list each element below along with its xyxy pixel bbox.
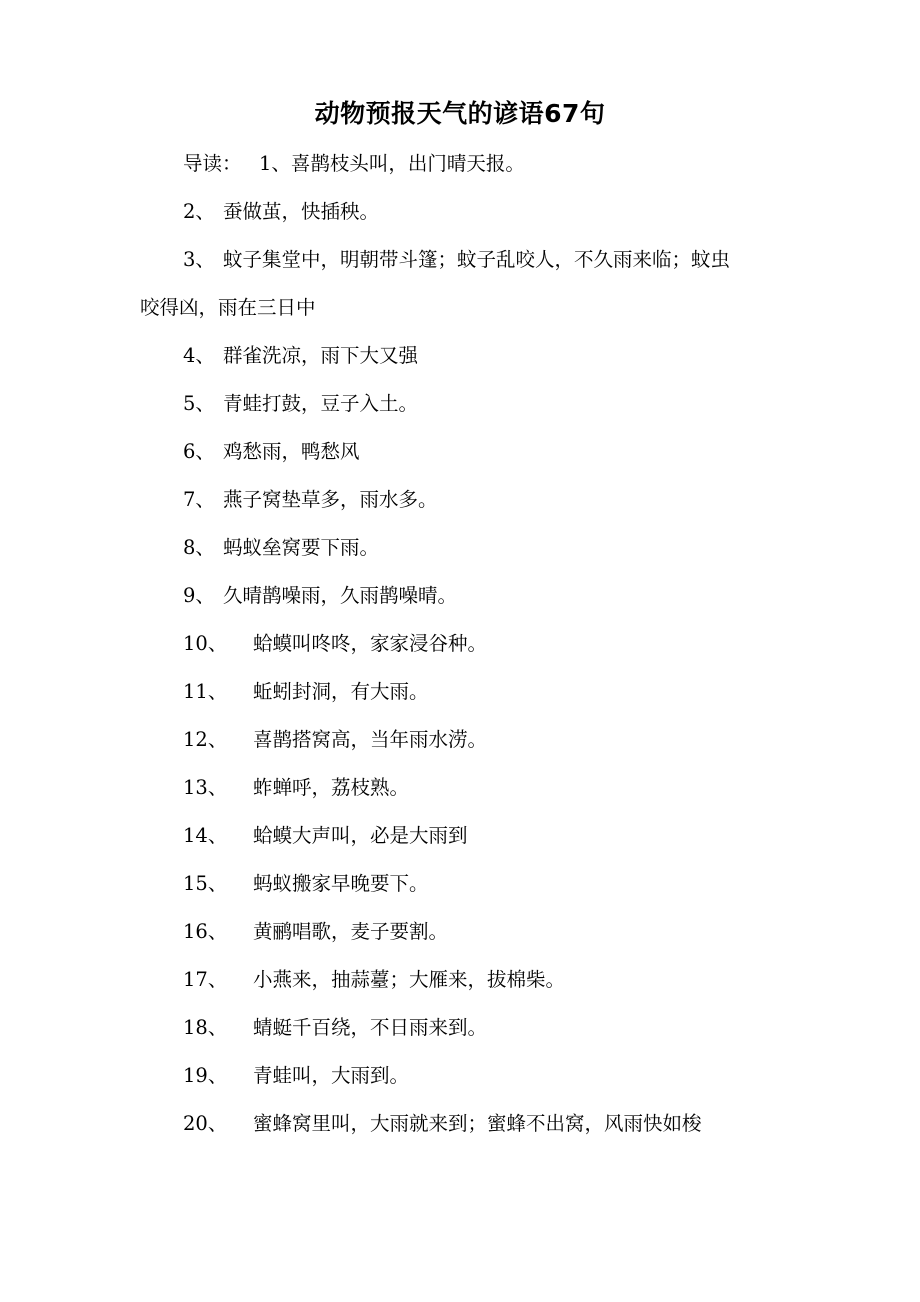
- list-item-continuation: [140, 293, 316, 323]
- item-text: 黄鹂唱歌，麦子要割。: [253, 920, 449, 943]
- list-item: [183, 773, 409, 803]
- list-item: [183, 725, 487, 755]
- item-text: 蚊子集堂中，明朝带斗篷；蚊子乱咬人，不久雨来临；蚊虫: [223, 248, 731, 271]
- list-item: [183, 677, 429, 707]
- item-number: 7、: [183, 488, 215, 511]
- list-item: [183, 245, 730, 275]
- item-number: 9、: [183, 584, 215, 607]
- item-text: 蚕做茧，快插秧。: [223, 200, 380, 223]
- item-text: 喜鹊搭窝高，当年雨水涝。: [253, 728, 488, 751]
- list-item: [183, 917, 448, 947]
- list-item: [183, 821, 468, 851]
- item-text: 蛤蟆叫咚咚，家家浸谷种。: [253, 632, 488, 655]
- item-text: 蚂蚁搬家早晚要下。: [253, 872, 429, 895]
- item-text: 蚱蝉呼，荔枝熟。: [253, 776, 410, 799]
- item-text: 青蛙打鼓，豆子入土。: [223, 392, 419, 415]
- list-item: [183, 869, 429, 899]
- list-item: [183, 197, 379, 227]
- item-text: 鸡愁雨，鸭愁风: [223, 440, 360, 463]
- item-text: 小燕来，抽蒜薹；大雁来，拔棉柴。: [253, 968, 566, 991]
- item-number: 14、: [183, 824, 228, 847]
- list-item: [183, 629, 487, 659]
- list-item: [183, 341, 418, 371]
- item-number: 2、: [183, 200, 215, 223]
- document-title: 动物预报天气的谚语67句: [314, 99, 606, 128]
- item-text: 蜻蜓千百绕，不日雨来到。: [253, 1016, 488, 1039]
- item-text: 久晴鹊噪雨，久雨鹊噪晴。: [223, 584, 458, 607]
- list-item: [183, 1061, 409, 1091]
- item-number: 6、: [183, 440, 215, 463]
- item-number: 3、: [183, 248, 215, 271]
- list-item: [183, 485, 438, 515]
- item-text: 蛤蟆大声叫，必是大雨到: [253, 824, 468, 847]
- item-number: 4、: [183, 344, 215, 367]
- item-number: 15、: [183, 872, 228, 895]
- list-item: [183, 533, 379, 563]
- item-text: 燕子窝垫草多，雨水多。: [223, 488, 438, 511]
- item-number: 17、: [183, 968, 228, 991]
- item-text: 蜜蜂窝里叫，大雨就来到；蜜蜂不出窝，风雨快如梭: [253, 1112, 702, 1135]
- list-item: [183, 389, 418, 419]
- item-text: 青蛙叫，大雨到。: [253, 1064, 410, 1087]
- item-number: 16、: [183, 920, 228, 943]
- item-number: 18、: [183, 1016, 228, 1039]
- item-number: 13、: [183, 776, 228, 799]
- intro-line: [183, 149, 525, 179]
- item-text: 群雀洗凉，雨下大又强: [223, 344, 419, 367]
- list-item: [183, 965, 565, 995]
- item-number: 11、: [183, 680, 228, 703]
- list-item: [183, 581, 457, 611]
- item-number: 10、: [183, 632, 228, 655]
- intro-text: 1、喜鹊枝头叫，出门晴天报。: [259, 152, 525, 175]
- item-number: 5、: [183, 392, 215, 415]
- item-text-continued: 咬得凶，雨在三日中: [140, 296, 316, 319]
- item-number: 8、: [183, 536, 215, 559]
- list-item: [183, 1013, 487, 1043]
- list-item: [183, 1109, 702, 1139]
- intro-label: 导读：: [183, 152, 242, 175]
- item-text: 蚯蚓封洞，有大雨。: [253, 680, 429, 703]
- item-number: 20、: [183, 1112, 228, 1135]
- item-text: 蚂蚁垒窝要下雨。: [223, 536, 380, 559]
- item-number: 12、: [183, 728, 228, 751]
- list-item: [183, 437, 360, 467]
- item-number: 19、: [183, 1064, 228, 1087]
